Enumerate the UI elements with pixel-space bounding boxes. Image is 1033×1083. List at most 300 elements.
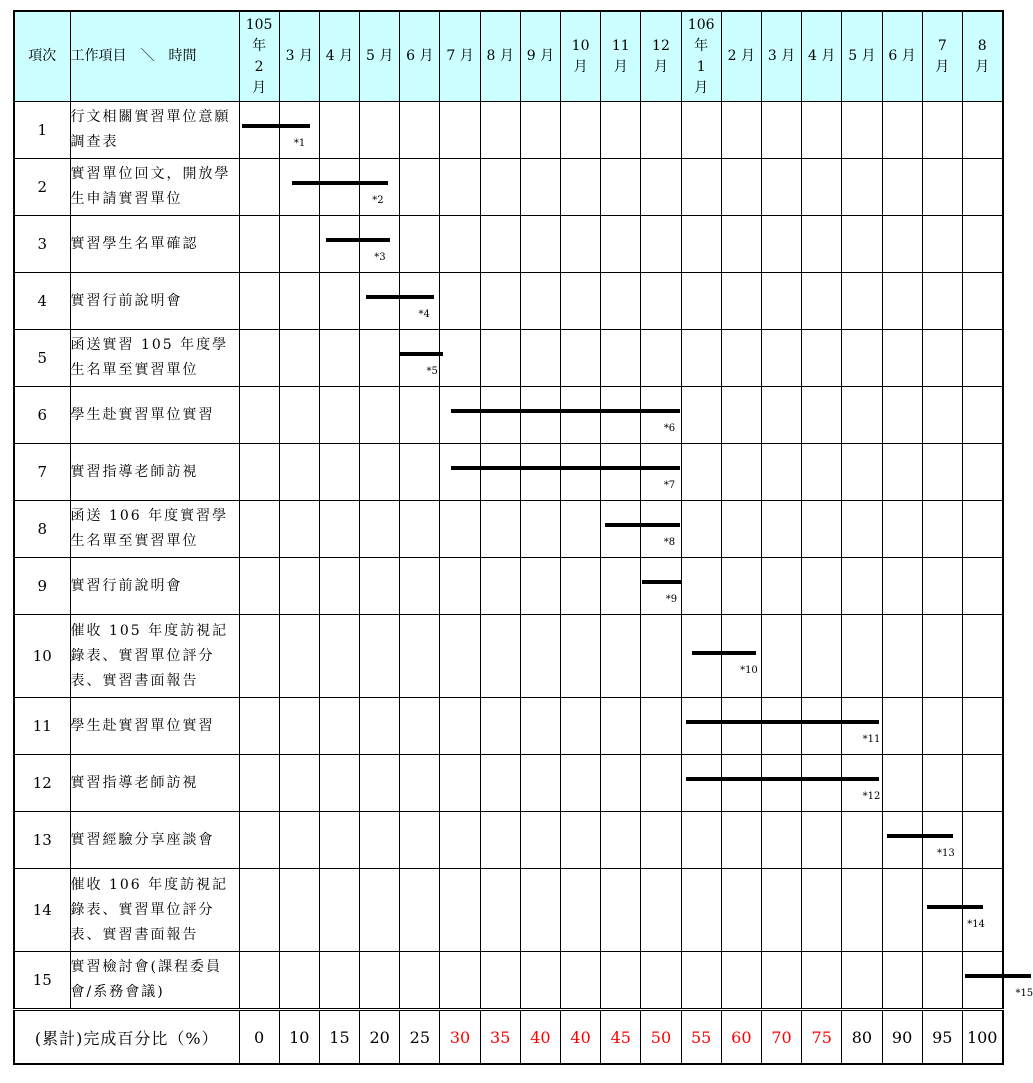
schedule-cell xyxy=(721,698,761,755)
task-row xyxy=(14,216,1003,273)
schedule-cell xyxy=(319,755,359,812)
task-name: 函送實習 105 年度學生名單至實習單位 xyxy=(70,330,239,387)
completion-percentage-row xyxy=(14,1010,1003,1065)
schedule-cell xyxy=(802,330,842,387)
schedule-cell xyxy=(802,558,842,615)
schedule-cell xyxy=(561,812,601,869)
schedule-cell xyxy=(520,869,560,952)
schedule-cell xyxy=(279,698,319,755)
schedule-cell xyxy=(882,216,922,273)
schedule-cell xyxy=(922,273,962,330)
schedule-cell xyxy=(239,698,881,755)
schedule-cell xyxy=(922,615,962,698)
schedule-cell xyxy=(400,558,440,615)
schedule-cell xyxy=(360,615,400,698)
schedule-cell xyxy=(842,444,882,501)
schedule-cell xyxy=(400,216,440,273)
schedule-cell xyxy=(319,501,359,558)
schedule-cell xyxy=(641,102,681,159)
schedule-cell xyxy=(400,952,440,1010)
schedule-note: *4 xyxy=(418,309,430,320)
schedule-cell xyxy=(962,273,1002,330)
schedule-cell xyxy=(641,952,681,1010)
schedule-cell xyxy=(681,558,721,615)
schedule-cell xyxy=(561,755,601,812)
schedule-cell xyxy=(360,273,400,330)
task-row xyxy=(14,812,1003,869)
item-name-header: 工作項目 ＼ 時間 xyxy=(70,11,239,102)
task-number: 11 xyxy=(14,698,70,755)
schedule-cell xyxy=(480,698,520,755)
schedule-cell xyxy=(360,869,400,952)
schedule-cell xyxy=(641,330,681,387)
schedule-note: *8 xyxy=(663,537,676,548)
schedule-cell xyxy=(601,159,641,216)
month-header-text: 年 xyxy=(252,37,267,54)
schedule-cell xyxy=(802,952,842,1010)
schedule-cell xyxy=(882,387,922,444)
month-header-text: 9 月 xyxy=(526,48,555,64)
schedule-cell xyxy=(882,869,922,952)
schedule-cell xyxy=(601,330,641,387)
schedule-cell xyxy=(882,273,922,330)
task-number: 7 xyxy=(14,444,70,501)
schedule-cell xyxy=(922,558,962,615)
schedule-cell xyxy=(962,869,1002,952)
schedule-cell xyxy=(601,812,641,869)
schedule-cell xyxy=(641,159,681,216)
schedule-cell xyxy=(400,273,440,330)
task-name: 實習指導老師訪視 xyxy=(70,444,239,501)
schedule-cell xyxy=(239,444,676,501)
schedule-cell xyxy=(279,615,319,698)
schedule-cell xyxy=(561,558,601,615)
schedule-bar xyxy=(927,905,983,909)
schedule-cell xyxy=(400,159,440,216)
schedule-cell xyxy=(802,102,842,159)
schedule-cell xyxy=(279,273,319,330)
task-name: 實習經驗分享座談會 xyxy=(70,812,239,869)
schedule-cell xyxy=(802,387,842,444)
schedule-cell xyxy=(962,501,1002,558)
schedule-cell xyxy=(400,698,440,755)
schedule-cell xyxy=(239,330,438,387)
schedule-cell xyxy=(561,952,601,1010)
schedule-cell xyxy=(520,330,560,387)
month-header-text: 11 xyxy=(611,37,630,54)
schedule-cell xyxy=(641,869,681,952)
schedule-cell xyxy=(520,159,560,216)
task-row xyxy=(14,102,1003,159)
schedule-cell xyxy=(721,387,761,444)
schedule-cell xyxy=(681,387,721,444)
month-header xyxy=(681,11,721,102)
schedule-bar xyxy=(451,409,680,413)
schedule-cell xyxy=(641,501,681,558)
schedule-cell xyxy=(440,812,480,869)
schedule-cell xyxy=(802,615,842,698)
task-row xyxy=(14,755,1003,812)
schedule-cell xyxy=(319,698,359,755)
schedule-cell xyxy=(239,102,306,159)
month-header-text: 8 月 xyxy=(486,48,514,64)
schedule-cell xyxy=(319,330,359,387)
month-header xyxy=(721,11,761,102)
month-header xyxy=(319,11,359,102)
task-row xyxy=(14,444,1003,501)
schedule-cell xyxy=(721,444,761,501)
schedule-cell xyxy=(279,102,319,159)
schedule-cell xyxy=(842,869,882,952)
schedule-bar xyxy=(686,720,879,724)
schedule-cell xyxy=(520,952,560,1010)
schedule-bar xyxy=(887,834,953,838)
task-number: 5 xyxy=(14,330,70,387)
schedule-cell xyxy=(962,812,1002,869)
schedule-cell xyxy=(761,812,801,869)
schedule-cell xyxy=(882,952,922,1010)
task-row xyxy=(14,273,1003,330)
schedule-bar xyxy=(965,974,1031,978)
schedule-cell xyxy=(360,216,400,273)
month-header xyxy=(922,11,962,102)
schedule-note: *2 xyxy=(372,195,384,206)
task-name: 行文相關實習單位意願調查表 xyxy=(70,102,239,159)
schedule-cell xyxy=(319,216,359,273)
schedule-cell xyxy=(480,387,520,444)
month-header-text: 月 xyxy=(694,79,709,96)
schedule-cell xyxy=(761,216,801,273)
schedule-cell xyxy=(802,755,842,812)
schedule-cell xyxy=(279,444,319,501)
schedule-cell xyxy=(962,615,1002,698)
schedule-cell xyxy=(520,102,560,159)
completion-percentage-label: (累計)完成百分比（%） xyxy=(14,1010,239,1065)
schedule-cell xyxy=(922,216,962,273)
task-row xyxy=(14,159,1003,216)
schedule-cell xyxy=(440,755,480,812)
schedule-cell xyxy=(360,387,400,444)
task-name: 函送 106 年度實習學生名單至實習單位 xyxy=(70,501,239,558)
completion-percentage-value: 100 xyxy=(962,1010,1002,1065)
month-header xyxy=(520,11,560,102)
schedule-cell xyxy=(440,952,480,1010)
schedule-cell xyxy=(561,273,601,330)
schedule-cell xyxy=(561,501,601,558)
task-row xyxy=(14,869,1003,952)
schedule-cell xyxy=(319,159,359,216)
completion-percentage-value: 10 xyxy=(279,1010,319,1065)
schedule-bar xyxy=(605,523,679,527)
schedule-cell xyxy=(440,444,480,501)
schedule-note: *3 xyxy=(374,252,386,263)
schedule-cell xyxy=(681,869,721,952)
schedule-cell xyxy=(239,273,430,330)
schedule-cell xyxy=(239,501,676,558)
schedule-cell xyxy=(279,869,319,952)
schedule-cell xyxy=(761,869,801,952)
schedule-cell xyxy=(440,102,480,159)
schedule-cell xyxy=(842,952,882,1010)
schedule-cell xyxy=(480,812,520,869)
schedule-cell xyxy=(721,869,761,952)
schedule-cell xyxy=(319,615,359,698)
completion-percentage-value: 40 xyxy=(561,1010,601,1065)
schedule-cell xyxy=(962,387,1002,444)
schedule-cell xyxy=(922,698,962,755)
schedule-cell xyxy=(842,698,882,755)
schedule-cell xyxy=(601,444,641,501)
schedule-cell xyxy=(761,444,801,501)
schedule-cell xyxy=(721,102,761,159)
month-header-text: 月 xyxy=(573,58,588,75)
month-header xyxy=(882,11,922,102)
schedule-cell xyxy=(641,698,681,755)
month-header xyxy=(279,11,319,102)
schedule-cell xyxy=(440,159,480,216)
schedule-cell xyxy=(319,387,359,444)
month-header-text: 4 月 xyxy=(808,48,836,64)
schedule-cell xyxy=(641,615,681,698)
schedule-cell xyxy=(561,698,601,755)
completion-percentage-value: 60 xyxy=(721,1010,761,1065)
schedule-cell xyxy=(802,869,842,952)
schedule-cell xyxy=(601,558,641,615)
schedule-cell xyxy=(400,501,440,558)
schedule-cell xyxy=(239,952,1033,1010)
month-header xyxy=(360,11,400,102)
month-header-text: 5 月 xyxy=(848,48,876,64)
schedule-cell xyxy=(601,501,641,558)
schedule-cell xyxy=(962,330,1002,387)
month-header-text: 4 月 xyxy=(325,48,354,64)
schedule-cell xyxy=(480,755,520,812)
schedule-cell xyxy=(641,216,681,273)
month-header-text: 月 xyxy=(613,58,628,75)
schedule-cell xyxy=(480,615,520,698)
task-row xyxy=(14,698,1003,755)
schedule-cell xyxy=(962,558,1002,615)
completion-percentage-value: 80 xyxy=(842,1010,882,1065)
schedule-cell xyxy=(561,869,601,952)
schedule-cell xyxy=(842,273,882,330)
schedule-cell xyxy=(400,444,440,501)
schedule-cell xyxy=(681,698,721,755)
task-number: 9 xyxy=(14,558,70,615)
schedule-cell xyxy=(761,330,801,387)
schedule-cell xyxy=(279,216,319,273)
schedule-cell xyxy=(480,159,520,216)
schedule-cell xyxy=(440,216,480,273)
schedule-cell xyxy=(239,387,676,444)
schedule-cell xyxy=(400,330,440,387)
schedule-cell xyxy=(802,216,842,273)
schedule-cell xyxy=(360,812,400,869)
schedule-cell xyxy=(480,216,520,273)
schedule-cell xyxy=(480,330,520,387)
schedule-cell xyxy=(842,812,882,869)
gantt-schedule-table xyxy=(13,10,1033,1065)
task-name: 學生赴實習單位實習 xyxy=(70,387,239,444)
completion-percentage-value: 75 xyxy=(802,1010,842,1065)
completion-percentage-value: 55 xyxy=(681,1010,721,1065)
schedule-cell xyxy=(882,615,922,698)
schedule-cell xyxy=(279,159,319,216)
schedule-cell xyxy=(922,869,962,952)
schedule-cell xyxy=(922,755,962,812)
schedule-cell xyxy=(440,698,480,755)
schedule-cell xyxy=(761,273,801,330)
schedule-cell xyxy=(520,698,560,755)
schedule-cell xyxy=(962,952,1002,1010)
month-header-text: 月 xyxy=(653,58,668,75)
schedule-cell xyxy=(601,952,641,1010)
schedule-cell xyxy=(400,387,440,444)
schedule-bar xyxy=(326,238,390,242)
schedule-cell xyxy=(842,330,882,387)
schedule-cell xyxy=(239,615,758,698)
schedule-cell xyxy=(601,273,641,330)
month-header xyxy=(400,11,440,102)
month-header xyxy=(641,11,681,102)
schedule-cell xyxy=(601,698,641,755)
schedule-cell xyxy=(279,558,319,615)
task-row xyxy=(14,558,1003,615)
task-row xyxy=(14,330,1003,387)
schedule-note: *13 xyxy=(937,848,955,859)
schedule-cell xyxy=(922,501,962,558)
schedule-cell xyxy=(882,102,922,159)
schedule-cell xyxy=(681,102,721,159)
completion-percentage-value: 95 xyxy=(922,1010,962,1065)
schedule-cell xyxy=(922,387,962,444)
month-header xyxy=(440,11,480,102)
schedule-cell xyxy=(641,558,681,615)
schedule-cell xyxy=(239,869,985,952)
schedule-cell xyxy=(681,952,721,1010)
schedule-cell xyxy=(601,869,641,952)
schedule-cell xyxy=(400,102,440,159)
schedule-cell xyxy=(922,159,962,216)
month-header-text: 年 xyxy=(694,37,709,54)
schedule-cell xyxy=(721,615,761,698)
schedule-cell xyxy=(601,216,641,273)
schedule-bar xyxy=(451,466,680,470)
month-header-text: 7 xyxy=(937,37,947,54)
schedule-cell xyxy=(520,615,560,698)
schedule-cell xyxy=(721,273,761,330)
task-row xyxy=(14,952,1003,1010)
schedule-cell xyxy=(480,952,520,1010)
schedule-cell xyxy=(319,952,359,1010)
schedule-bar xyxy=(642,580,682,584)
schedule-cell xyxy=(761,102,801,159)
schedule-note: *14 xyxy=(967,919,985,930)
schedule-note: *12 xyxy=(862,791,881,802)
schedule-cell xyxy=(761,501,801,558)
schedule-cell xyxy=(239,216,386,273)
schedule-cell xyxy=(962,159,1002,216)
task-name: 實習行前說明會 xyxy=(70,273,239,330)
item-no-header: 項次 xyxy=(14,11,70,102)
task-number: 1 xyxy=(14,102,70,159)
schedule-cell xyxy=(480,501,520,558)
completion-percentage-value: 0 xyxy=(239,1010,279,1065)
schedule-cell xyxy=(761,387,801,444)
month-header xyxy=(962,11,1002,102)
schedule-cell xyxy=(561,159,601,216)
schedule-cell xyxy=(922,444,962,501)
task-name: 催收 105 年度訪視記錄表、實習單位評分表、實習書面報告 xyxy=(70,615,239,698)
schedule-cell xyxy=(520,273,560,330)
schedule-cell xyxy=(520,501,560,558)
schedule-cell xyxy=(922,102,962,159)
schedule-cell xyxy=(721,216,761,273)
schedule-cell xyxy=(721,501,761,558)
schedule-cell xyxy=(882,330,922,387)
schedule-cell xyxy=(641,755,681,812)
month-header xyxy=(480,11,520,102)
schedule-bar xyxy=(400,352,442,356)
schedule-cell xyxy=(802,273,842,330)
schedule-cell xyxy=(721,330,761,387)
schedule-cell xyxy=(601,755,641,812)
schedule-cell xyxy=(802,444,842,501)
schedule-cell xyxy=(561,444,601,501)
schedule-cell xyxy=(681,615,721,698)
task-name: 實習指導老師訪視 xyxy=(70,755,239,812)
schedule-bar xyxy=(692,651,756,655)
month-header-text: 5 月 xyxy=(365,48,394,64)
schedule-note: *9 xyxy=(665,594,678,605)
task-number: 14 xyxy=(14,869,70,952)
schedule-cell xyxy=(802,159,842,216)
schedule-cell xyxy=(520,444,560,501)
schedule-cell xyxy=(319,869,359,952)
schedule-cell xyxy=(721,952,761,1010)
schedule-cell xyxy=(681,501,721,558)
schedule-note: *7 xyxy=(663,480,676,491)
schedule-cell xyxy=(239,812,955,869)
month-header-text: 2 月 xyxy=(727,48,756,64)
schedule-cell xyxy=(962,444,1002,501)
schedule-cell xyxy=(561,216,601,273)
schedule-cell xyxy=(520,387,560,444)
month-header-text: 6 月 xyxy=(888,48,916,64)
completion-percentage-value: 50 xyxy=(641,1010,681,1065)
month-header-text: 106 xyxy=(687,16,715,33)
task-number: 10 xyxy=(14,615,70,698)
header-row xyxy=(14,11,1003,102)
schedule-cell xyxy=(601,387,641,444)
schedule-cell xyxy=(761,952,801,1010)
task-name: 學生赴實習單位實習 xyxy=(70,698,239,755)
schedule-note: *1 xyxy=(293,138,306,149)
schedule-cell xyxy=(440,273,480,330)
task-number: 15 xyxy=(14,952,70,1010)
schedule-cell xyxy=(360,558,400,615)
schedule-cell xyxy=(842,558,882,615)
schedule-cell xyxy=(842,501,882,558)
schedule-cell xyxy=(360,330,400,387)
schedule-cell xyxy=(319,273,359,330)
schedule-cell xyxy=(882,159,922,216)
month-header-text: 12 xyxy=(652,37,670,54)
task-number: 6 xyxy=(14,387,70,444)
completion-percentage-value: 90 xyxy=(882,1010,922,1065)
schedule-bar xyxy=(686,777,879,781)
month-header-text: 月 xyxy=(252,79,267,96)
